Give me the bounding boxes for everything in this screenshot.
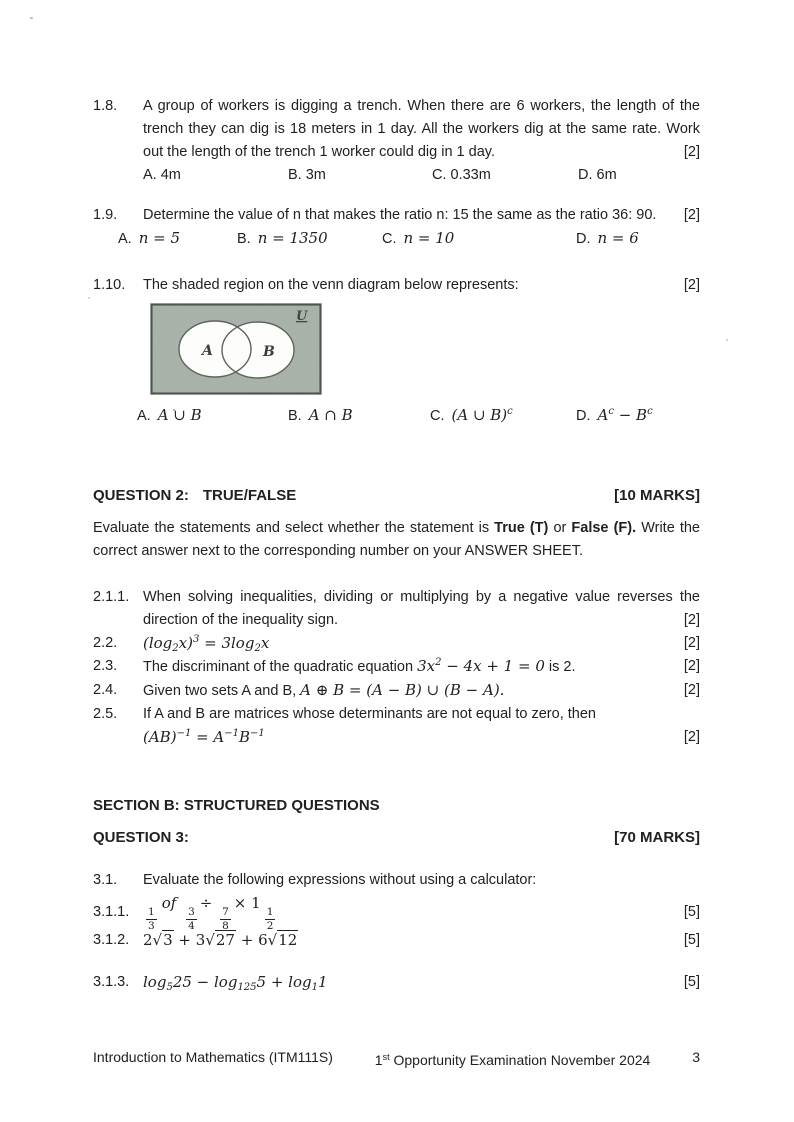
option-c: C. (A ∪ B)$^c$: [430, 406, 513, 424]
question-text-line: A group of workers is digging a trench. When there are 6 workers, the length of the: [143, 98, 700, 114]
marks-badge: [2]: [683, 635, 700, 651]
footer-course: Introduction to Mathematics (ITM111S): [93, 1049, 333, 1065]
item-3-1-2: [93, 929, 700, 955]
answer-options: [143, 164, 700, 187]
venn-diagram-figure: [150, 303, 322, 395]
tf-item-2-1-1: [93, 586, 700, 632]
question-1-10: [93, 274, 700, 428]
item-text: Evaluate the following expressions without using a calculator:: [143, 872, 537, 888]
item-3-1-3: [93, 971, 700, 994]
math-expression: $(\log_2x)^3 = 3\log_2x$: [143, 634, 270, 654]
item-number: 2.2.: [93, 635, 118, 651]
option-c: C. 0.33m: [432, 167, 491, 183]
intro-line: Evaluate the statements and select whether the statement is True (T) or False (F). Write the: [93, 520, 700, 536]
marks-badge: [5]: [683, 974, 700, 990]
question-text: The shaded region on the venn diagram below represents:: [143, 277, 519, 293]
item-number: 3.1.: [93, 872, 118, 888]
math-expression: $(AB)^{-1} = A^{-1}B^{-1}$: [143, 728, 265, 746]
item-number: 3.1.3.: [93, 974, 130, 990]
question-number: 1.10.: [93, 277, 126, 293]
heading-title: TRUE/FALSE: [202, 487, 297, 504]
option-d: D. 6m: [578, 167, 617, 183]
marks-badge: [5]: [683, 932, 700, 948]
question-2-heading: [93, 484, 700, 507]
option-c: C. n = 10: [382, 229, 455, 247]
math-expression: $\frac{1}{3}$ of $\frac{3}{4}$ ÷ $\frac{7}{8}$ × 1 $\frac{1}{2}$: [148, 893, 274, 932]
tf-item-2-2: [93, 632, 700, 655]
heading-label: QUESTION 3:: [93, 829, 189, 846]
question-text-line: trench they can dig is 18 meters in 1 day. All the workers dig at the same rate. Work: [143, 121, 700, 137]
item-3-1: [93, 869, 700, 892]
option-d: D. n = 6: [576, 229, 639, 247]
marks-badge: [10 MARKS]: [614, 487, 700, 504]
marks-badge: [2]: [683, 612, 700, 628]
marks-badge: [2]: [683, 277, 700, 293]
item-number: 2.3.: [93, 658, 118, 674]
question-2-intro: [93, 517, 700, 563]
item-text-line: direction of the inequality sign.: [143, 612, 339, 628]
tf-item-2-4: [93, 679, 700, 703]
option-d: D. $A^c - B^c$: [576, 406, 653, 424]
section-b-heading: [93, 794, 700, 817]
option-a: A. n = 5: [118, 229, 181, 247]
question-1-9: [93, 204, 700, 251]
footer-exam-title: 1st Opportunity Examination November 2024: [374, 1052, 651, 1068]
item-number: 2.4.: [93, 682, 118, 698]
question-number: 1.9.: [93, 207, 118, 223]
set-b-label: B: [263, 344, 275, 360]
marks-badge: [2]: [683, 729, 700, 745]
footer-page-number: 3: [692, 1049, 700, 1065]
item-text: Given two sets A and B, A ⊕ B = (A − B) ∪ (B − A).: [143, 681, 505, 699]
venn-diagram: [150, 303, 700, 395]
marks-badge: [5]: [683, 903, 700, 920]
item-text-line: When solving inequalities, dividing or multiplying by a negative value reverses the: [143, 589, 700, 605]
item-text: The discriminant of the quadratic equation $3x^2 - 4x + 1 = 0$ is 2.: [143, 657, 576, 675]
marks-badge: [70 MARKS]: [614, 829, 700, 846]
question-3-heading: [93, 826, 700, 849]
heading-label: QUESTION 2:: [93, 487, 189, 504]
math-expression: 2 √ 3 + 3 √ 27 + 6 √ 12: [143, 929, 298, 955]
item-number: 3.1.1.: [93, 903, 130, 920]
page-footer: [93, 1046, 700, 1072]
question-1-8: [93, 95, 700, 187]
answer-options: [93, 404, 700, 428]
item-3-1-1: [93, 893, 700, 932]
universe-label: U: [296, 309, 308, 324]
heading-label: SECTION B: STRUCTURED QUESTIONS: [93, 797, 380, 814]
item-number: 3.1.2.: [93, 932, 130, 948]
item-text-line: If A and B are matrices whose determinants are not equal to zero, then: [143, 706, 596, 722]
question-text: Determine the value of n that makes the ratio n: 15 the same as the ratio 36: 90.: [143, 207, 657, 223]
tf-item-2-5: [93, 703, 700, 749]
intro-line: correct answer next to the corresponding number on your ANSWER SHEET.: [93, 543, 583, 559]
item-number: 2.5.: [93, 706, 118, 722]
question-number: 1.8.: [93, 98, 118, 114]
tf-item-2-3: [93, 655, 700, 679]
option-b: B. n = 1350: [237, 229, 328, 247]
true-false-list: [93, 586, 700, 749]
marks-badge: [2]: [683, 207, 700, 223]
question-text-line: out the length of the trench 1 worker could dig in 1 day.: [143, 144, 495, 160]
item-number: 2.1.1.: [93, 589, 130, 605]
option-a: A. 4m: [143, 167, 181, 183]
answer-options: [93, 227, 700, 251]
option-b: B. A ∩ B: [288, 406, 353, 424]
marks-badge: [2]: [683, 682, 700, 698]
marks-badge: [2]: [683, 658, 700, 674]
set-a-label: A: [202, 343, 213, 359]
marks-badge: [2]: [683, 144, 700, 160]
math-expression: $\log_525 - \log_{125}5 + \log_11$: [143, 973, 328, 993]
option-a: A. A ∪ B: [137, 406, 202, 424]
option-b: B. 3m: [288, 167, 326, 183]
